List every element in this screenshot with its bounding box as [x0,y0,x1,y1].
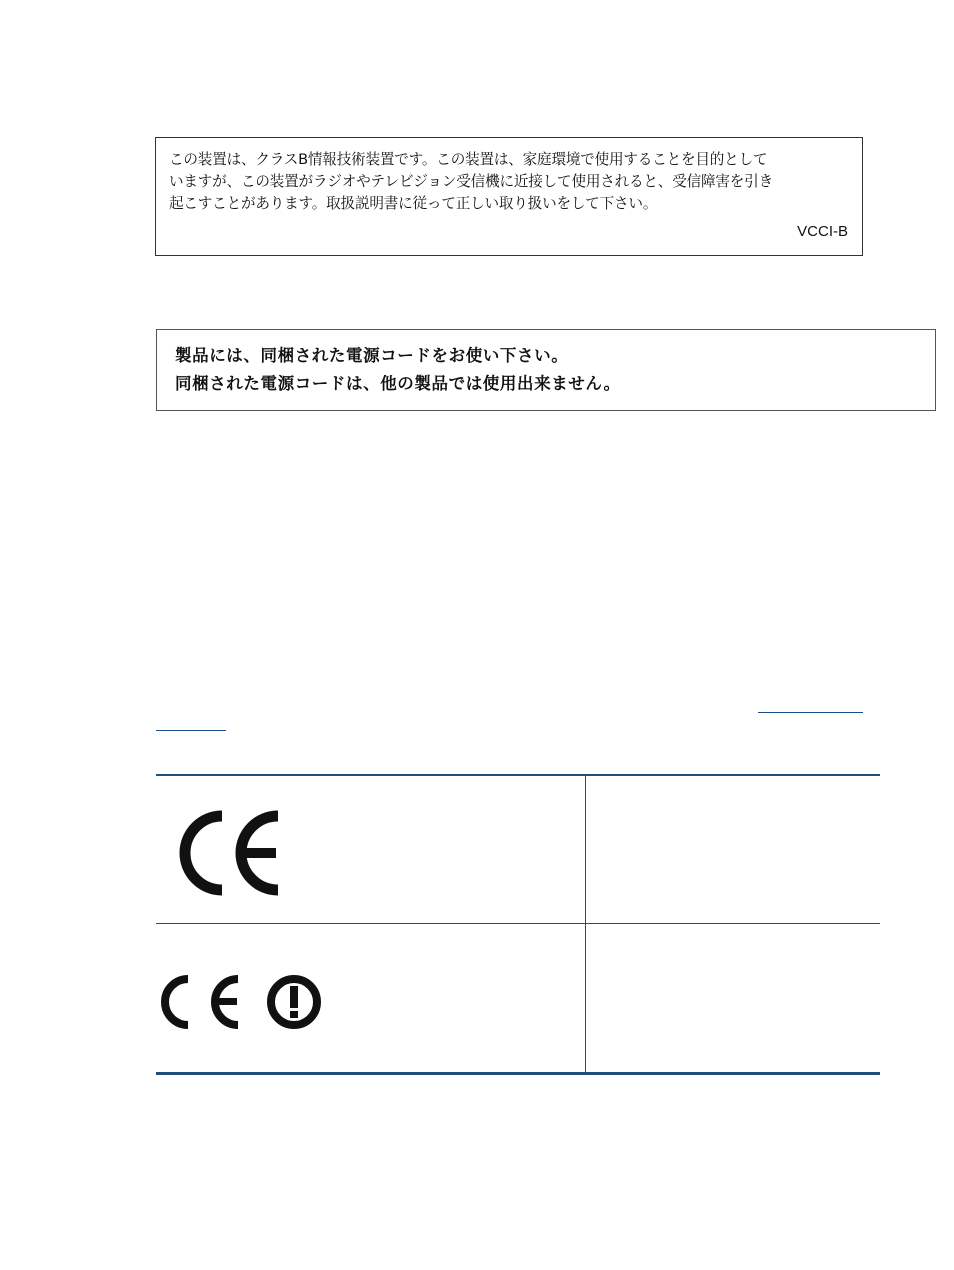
ce-mark-icon [174,808,286,898]
table-cell-description-1 [586,776,880,923]
vcci-class-label: VCCI-B [797,223,848,240]
power-cord-notice-line-1: 製品には、同梱された電源コードをお使い下さい。 [175,346,569,365]
vcci-notice-box [155,137,863,256]
ce-declaration-table [156,774,880,1075]
hyperlink-underline-1[interactable] [758,712,863,713]
table-cell-ce-alert-mark [156,924,585,1072]
vcci-notice-line-3: 起こすことがあります。取扱説明書に従って正しい取り扱いをして下さい。 [169,195,658,212]
vcci-notice-line-2: いますが、この装置がラジオやテレビジョン受信機に近接して使用されると、受信障害を引き [169,173,773,190]
hyperlink-underline-2[interactable] [156,730,226,731]
vcci-notice-line-1: この装置は、クラスB情報技術装置です。この装置は、家庭環境で使用することを目的として [169,151,768,168]
power-cord-notice-box [156,329,936,411]
table-cell-ce-mark [156,776,585,923]
ce-mark-with-alert-icon [160,974,328,1030]
table-cell-description-2 [586,924,880,1072]
table-bottom-rule [156,1072,880,1075]
power-cord-notice-line-2: 同梱された電源コードは、他の製品では使用出来ません。 [175,374,621,393]
